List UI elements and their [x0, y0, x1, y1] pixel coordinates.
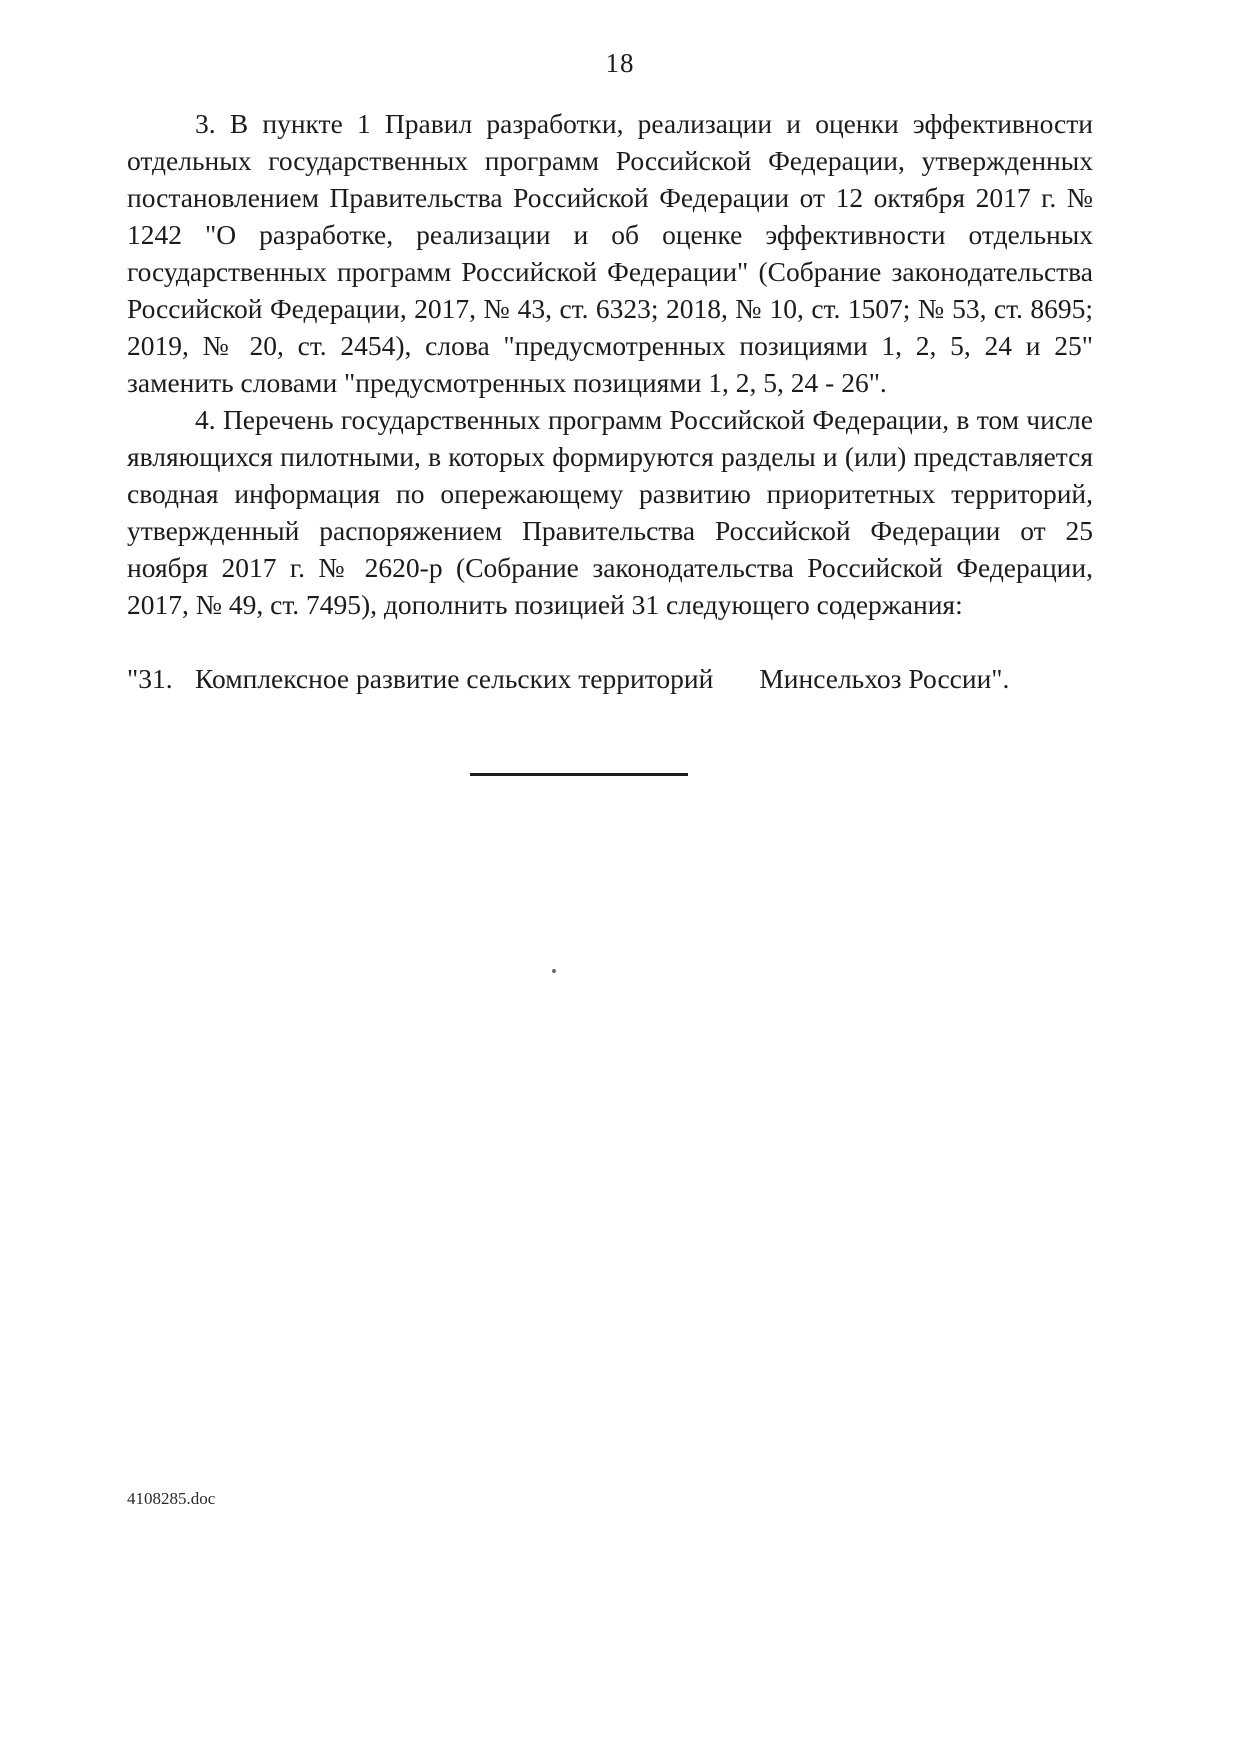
item-title: Комплексное развитие сельских территорий	[195, 663, 714, 694]
document-body	[127, 105, 1093, 776]
paragraph-point-4: 4. Перечень государственных программ Российской Федерации, в том числе являющихся пилотными, в которых формируются разделы и (или) представляется сводная информация по опережающему развитию приоритетных территорий, утвержденный распоряжением Правительства Российской Федерации от 25 ноября 2017 г. № 2620-р (Собрание законодательства Российской Федерации, 2017, № 49, ст. 7495), дополнить позицией 31 следующего содержания:	[127, 404, 1093, 620]
item-number: "31.	[127, 663, 173, 694]
item-agency: Минсельхоз России".	[759, 663, 1010, 694]
paragraph-point-3: 3. В пункте 1 Правил разработки, реализации и оценки эффективности отдельных государственных программ Российской Федерации, утвержденных постановлением Правительства Российской Федерации от 12 октября 2017 г. № 1242 "О разработке, реализации и об оценке эффективности отдельных государственных программ Российской Федерации" (Собрание законодательства Российской Федерации, 2017, № 43, ст. 6323; 2018, № 10, ст. 1507; № 53, ст. 8695; 2019, № 20, ст. 2454), слова "предусмотренных позициями 1, 2, 5, 24 и 25" заменить словами "предусмотренных позициями 1, 2, 5, 24 - 26".	[127, 108, 1093, 398]
list-item-31	[127, 660, 1093, 697]
end-of-document-rule	[470, 773, 688, 776]
footer-filename: 4108285.doc	[127, 1489, 216, 1508]
scan-speck	[552, 969, 556, 973]
page-number: 18	[605, 48, 635, 78]
